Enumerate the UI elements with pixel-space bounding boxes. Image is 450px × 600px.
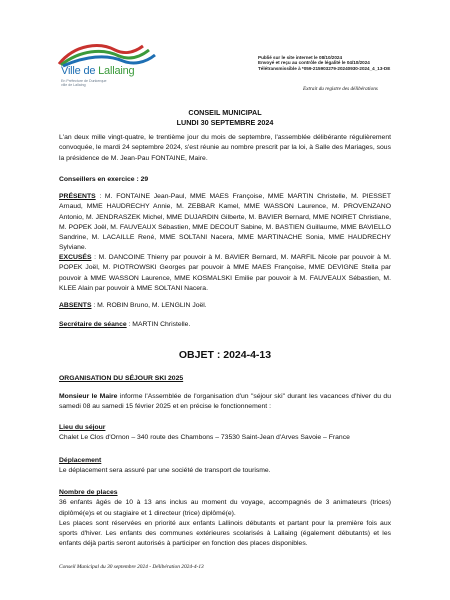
logo-word-ville: Ville de <box>61 65 99 77</box>
absents-text: : M. ROBIN Bruno, M. LENGLIN Joël. <box>91 302 207 309</box>
lieu-label: Lieu du séjour <box>59 424 106 431</box>
conseillers-line <box>59 175 391 185</box>
nombre-label: Nombre de places <box>59 489 118 496</box>
absents-line <box>59 301 391 311</box>
excuses-text: : M. DANCOINE Thierry par pouvoir à M. BAVIER Bernard, M. MARFIL Nicole par pouvoir à M. POPEK Joël, M. PIOTROWSKI Georges par pouvoir à MME MAES Françoise, MME DEVIGNE Stella par pouvoir à MME WASSON Laurence, MME KOSMALSKI Emilie par pouvoir à M. FAUVEAUX Sébastien, M. KLEE Alain par pouvoir à MME SOLTANI Nacera. <box>59 254 391 292</box>
logo-swoosh-icon <box>55 38 165 68</box>
presents-text: : M. FONTAINE Jean-Paul, MME MAES Françoise, MME MARTIN Christelle, M. PIESSET Arnaud, MME HAUDRECHY Annie, M. ZEBBAR Kamel, MME WASSON Laurence, M. PROVENZANO Antonio, M. JENDRASZEK Michel, MME DUJARDIN Gilberte, M. BAVIER Bernard, MME NOIRET Christiane, M. POPEK Joël, M. FAUVEAUX Sébastien, MME DECOUT Sabine, M. BASTIEN Guillaume, MME BAVIELLO Sandrine, M. LACAILLE René, MME SOLTANI Nacera, MME MARTINACHE Sonia, MME HAUDRECHY Sylviane. <box>59 193 391 252</box>
extract-label: Extrait du registre des délibérations <box>303 86 378 92</box>
nombre-paragraph-2: Les places sont réservées en priorité aux enfants Lallinois débutants et partant pour la première fois aux sports d'hiver. Les enfants des communes extérieures scolarisés à Lallaing (également débutants) et les enfants déjà partis seront autorisés à participer en fonction des places disponibles. <box>59 519 391 548</box>
stamp-line-transmitted: Télétransmissible à *059-215903279-20240930-2024_4_13-DE <box>258 65 391 71</box>
deplacement-text: Le déplacement sera assuré par une société de transport de tourisme. <box>59 467 271 475</box>
council-title: CONSEIL MUNICIPAL <box>188 108 262 117</box>
city-logo <box>55 38 165 108</box>
conseillers-value: : 29 <box>134 176 149 183</box>
stamp-line-published: Publié sur le site internet le 08/10/2024 <box>258 55 343 60</box>
excuses-label: EXCUSÉS <box>59 254 92 261</box>
logo-word-name: Lallaing <box>98 65 135 77</box>
monsieur-paragraph <box>59 392 391 413</box>
lieu-block <box>59 423 391 444</box>
nombre-paragraph-1: 36 enfants âgés de 10 à 13 ans inclus au moment du voyage, accompagnés de 3 animateurs (trices) diplômé(e)s et ou stagiaire et 1 directeur (trice) diplômé(e). <box>59 499 391 517</box>
excuses-paragraph <box>59 253 391 294</box>
lieu-text: Chalet Le Clos d'Ornon – 340 route des Chambons – 73530 Saint-Jean d'Arves Savoie – France <box>59 434 350 442</box>
page-footer: Conseil Municipal du 30 septembre 2024 - Délibération 2024-4-13 <box>59 564 204 570</box>
intro-paragraph: L'an deux mille vingt-quatre, le trentième jour du mois de septembre, l'assemblée délibérante régulièrement convoquée, le mardi 24 septembre 2024, s'est réunie au nombre prescrit par la loi, à Salle des Mariages, sous la présidence de M. Jean-Pau FONTAINE, Maire. <box>59 134 391 162</box>
objet-heading: OBJET : 2024-4-13 <box>178 349 272 361</box>
section-title-line <box>59 374 391 384</box>
presents-paragraph <box>59 192 391 254</box>
secretaire-text: : MARTIN Christelle. <box>126 321 191 328</box>
legality-stamp <box>258 55 390 71</box>
section-title: ORGANISATION DU SÉJOUR SKI 2025 <box>59 375 184 382</box>
deplacement-label: Déplacement <box>59 457 102 464</box>
logo-subtitle <box>61 79 107 88</box>
monsieur-text: informe l'Assemblée de l'organisation d'un "séjour ski" durant les vacances d'hiver du du samedi 08 au samedi 15 février 2025 et en précise le fonctionnement : <box>59 393 391 411</box>
presents-label: PRÉSENTS <box>59 193 96 200</box>
logo-wordmark <box>61 65 134 77</box>
secretaire-label: Secrétaire de séance <box>59 321 127 328</box>
deplacement-block <box>59 456 391 477</box>
stamp-line-received: Envoyé et reçu au contrôle de légalité le 04/10/2024 <box>258 60 370 66</box>
council-date: LUNDI 30 SEPTEMBRE 2024 <box>176 118 274 127</box>
monsieur-bold: Monsieur le Maire <box>59 393 118 400</box>
logo-sub-line1: En Préfecture de Dunkerque <box>61 79 107 83</box>
conseillers-label: Conseillers en exercice <box>59 176 135 183</box>
nombre-block <box>59 488 391 550</box>
absents-label: ABSENTS <box>59 302 92 309</box>
logo-sub-line2: ville de Lallaing <box>61 83 86 88</box>
secretaire-line <box>59 320 391 330</box>
